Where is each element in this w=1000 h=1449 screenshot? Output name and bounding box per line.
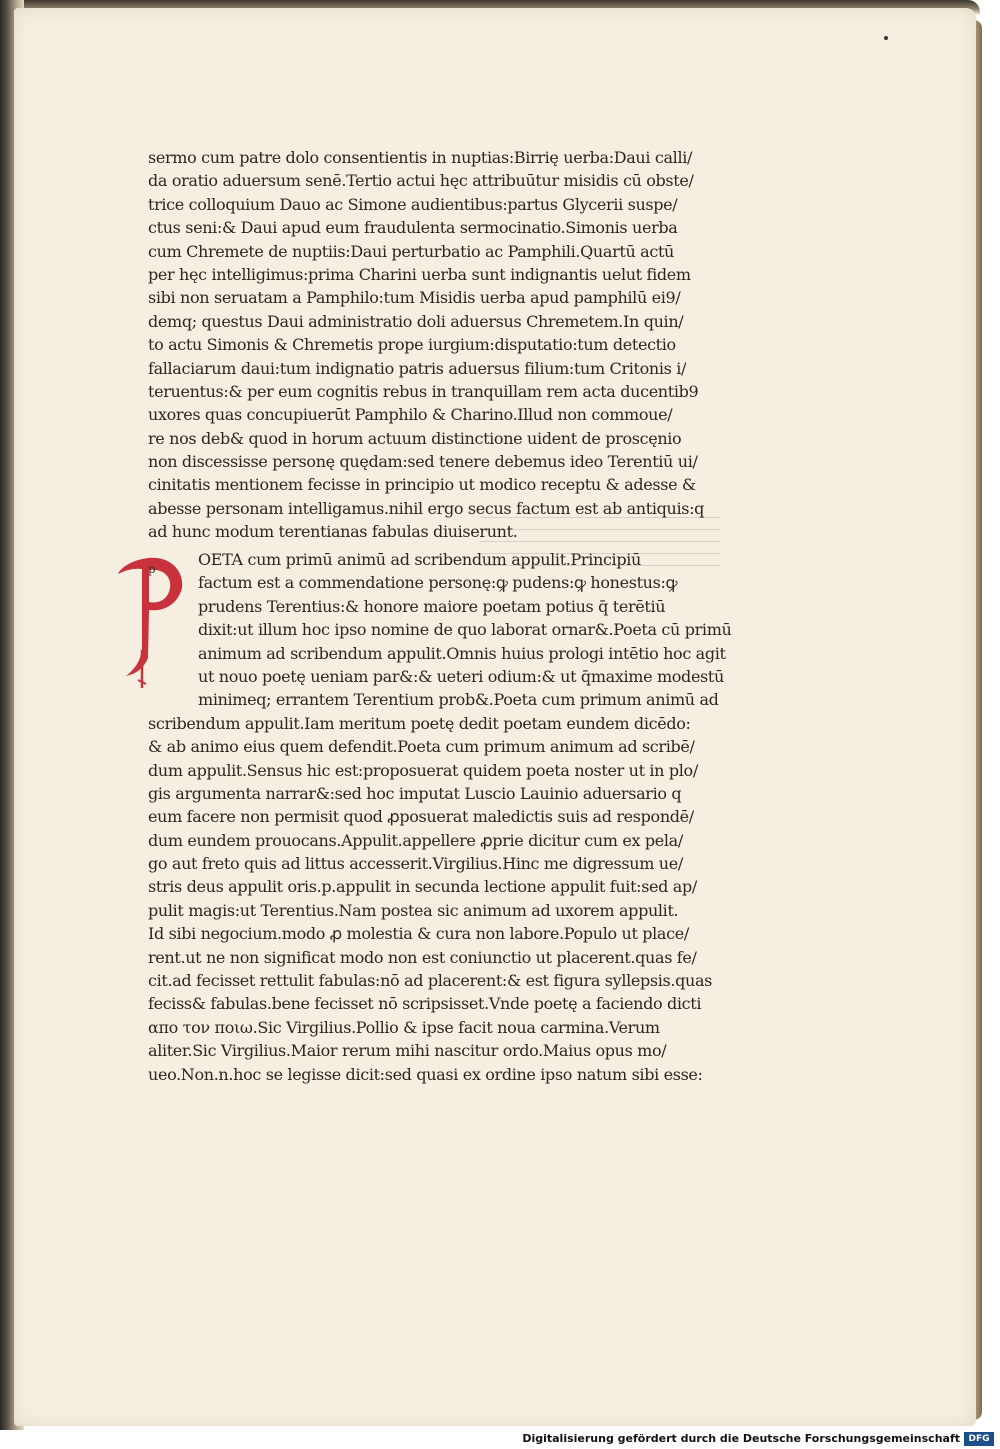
guide-letter: p	[148, 562, 156, 576]
text-line: cit.ad fecisset rettulit fabulas:nō ad placerent:& est figura syllepsis.quas	[148, 971, 712, 991]
text-line: eum facere non permisit quod ꝓposuerat maledictis suis ad respondē/	[148, 807, 694, 827]
text-line: dum eundem prouocans.Appulit.appellere ꝓprie dicitur cum ex pela/	[148, 830, 683, 850]
text-line: sibi non seruatam a Pamphilo:tum Misidis uerba apud pamphilū ei9/	[148, 288, 681, 308]
text-line: stris deus appulit oris.p.appulit in secunda lectione appulit fuit:sed ap/	[148, 877, 697, 897]
text-line: ctus seni:& Daui apud eum fraudulenta sermocinatio.Simonis uerba	[148, 218, 678, 238]
text-line: scribendum appulit.Iam meritum poetę dedit poetam eundem dicēdo:	[148, 713, 691, 733]
text-line: cum Chremete de nuptiis:Daui perturbatio ac Pamphili.Quartū actū	[148, 241, 674, 261]
text-line: abesse personam intelligamus.nihil ergo secus factum est ab antiquis:q	[148, 498, 705, 518]
text-line: gis argumenta narrar&:sed hoc imputat Luscio Lauinio aduersario q	[148, 783, 682, 803]
text-line: cinitatis mentionem fecisse in principio ut modico receptu & adesse &	[148, 475, 696, 495]
text-line: feciss& fabulas.bene fecisset nō scripsisset.Vnde poetę a faciendo dicti	[148, 994, 702, 1014]
text-line: OETA cum primū animū ad scribendum appulit.Principiū	[198, 550, 641, 569]
text-line: sermo cum patre dolo consentientis in nuptias:Birrię uerba:Daui calli/	[148, 148, 693, 167]
text-line: απο τον ποιω.Sic Virgilius.Pollio & ipse facit noua carmina.Verum	[148, 1017, 660, 1037]
text-block-section-1	[148, 146, 716, 544]
text-line: trice colloquium Dauo ac Simone audientibus:partus Glycerii suspe/	[148, 194, 678, 214]
text-line: non discessisse personę quędam:sed tenere debemus ideo Terentiū ui/	[148, 452, 698, 472]
funding-credit: Digitalisierung gefördert durch die Deutsche Forschungsgemeinschaft	[522, 1432, 960, 1445]
dfg-logo-badge: DFG	[964, 1432, 994, 1446]
footer-bar	[0, 1430, 1000, 1449]
text-line: factum est a commendatione personę:ꝙ pudens:ꝙ honestus:ꝙ	[198, 573, 678, 593]
text-line: per hęc intelligimus:prima Charini uerba sunt indignantis uelut fidem	[148, 264, 691, 284]
text-line: animum ad scribendum appulit.Omnis huius prologi intētio hoc agit	[198, 643, 726, 663]
text-block-section-2	[148, 548, 732, 1086]
text-line: pulit magis:ut Terentius.Nam postea sic animum ad uxorem appulit.	[148, 900, 679, 920]
text-line: ueo.Non.n.hoc se legisse dicit:sed quasi ex ordine ipso natum sibi esse:	[148, 1064, 703, 1084]
ink-spot	[884, 36, 888, 40]
text-line: to actu Simonis & Chremetis prope iurgium:disputatio:tum detectio	[148, 335, 676, 355]
text-line: prudens Terentius:& honore maiore poetam potius q̄ terētiū	[198, 596, 666, 616]
text-line: rent.ut ne non significat modo non est coniunctio ut placerent.quas fe/	[148, 947, 697, 967]
text-line: ad hunc modum terentianas fabulas diuiserunt.	[148, 522, 518, 542]
text-line: ut nouo poetę ueniam par&:& ueteri odium:& ut q̄maxime modestū	[198, 666, 724, 686]
text-line: da oratio aduersum senē.Tertio actui hęc attribuūtur misidis cū obste/	[148, 171, 694, 191]
text-line: go aut freto quis ad littus accesserit.Virgilius.Hinc me digressum ue/	[148, 854, 683, 874]
text-line: dum appulit.Sensus hic est:proposuerat quidem poeta noster ut in plo/	[148, 760, 698, 780]
text-line: minimeq; errantem Terentium prob&.Poeta cum primum animū ad	[198, 690, 719, 710]
text-line: Id sibi negocium.modo ꝓ molestia & cura non labore.Populo ut place/	[148, 924, 689, 944]
text-line: aliter.Sic Virgilius.Maior rerum mihi nascitur ordo.Maius opus mo/	[148, 1041, 667, 1061]
text-line: & ab animo eius quem defendit.Poeta cum primum animum ad scribē/	[148, 737, 695, 757]
text-line: dixit:ut illum hoc ipso nomine de quo laborat ornar&.Poeta cū primū	[198, 620, 732, 640]
text-line: teruentus:& per eum cognitis rebus in tranquillam rem acta ducentib9	[148, 381, 699, 401]
text-line: re nos deb& quod in horum actuum distinctione uident de proscęnio	[148, 428, 682, 448]
text-line: fallaciarum daui:tum indignatio patris aduersus filium:tum Critonis i/	[148, 358, 687, 378]
text-line: uxores quas concupiuerūt Pamphilo & Charino.Illud non commoue/	[148, 405, 673, 425]
text-line: demq; questus Daui administratio doli aduersus Chremetem.In quin/	[148, 311, 684, 331]
